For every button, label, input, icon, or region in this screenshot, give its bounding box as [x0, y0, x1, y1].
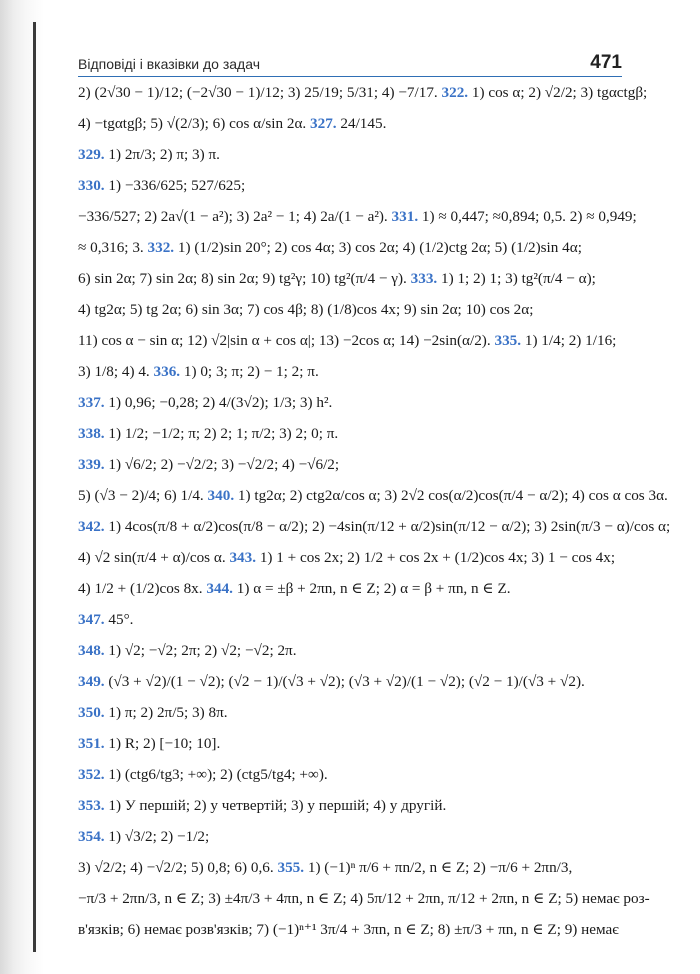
- answer-line: в'язків; 6) немає розв'язків; 7) (−1)ⁿ⁺¹ 3π/4 + 3πn, n ∈ Z; 8) ±π/3 + πn, n ∈ Z; 9) немає: [78, 921, 619, 938]
- answer-line: 4) 1/2 + (1/2)cos 8x. 344. 1) α = ±β + 2πn, n ∈ Z; 2) α = β + πn, n ∈ Z.: [78, 580, 511, 597]
- answer-line: 337. 1) 0,96; −0,28; 2) 4/(3√2); 1/3; 3) h².: [78, 394, 333, 411]
- answer-line: 342. 1) 4cos(π/8 + α/2)cos(π/8 − α/2); 2) −4sin(π/12 + α/2)sin(π/12 − α/2); 3) 2sin(π/3 − α)/cos α;: [78, 518, 671, 535]
- problem-number: 354.: [78, 828, 105, 845]
- answer-line: 3) √2/2; 4) −√2/2; 5) 0,8; 6) 0,6. 355. 1) (−1)ⁿ π/6 + πn/2, n ∈ Z; 2) −π/6 + 2πn/3,: [78, 859, 573, 876]
- answer-line: 330. 1) −336/625; 527/625;: [78, 177, 246, 194]
- answer-line: 11) cos α − sin α; 12) √2|sin α + cos α|; 13) −2cos α; 14) −2sin(α/2). 335. 1) 1/4; 2) 1/16;: [78, 332, 617, 349]
- answer-line: 3) 1/8; 4) 4. 336. 1) 0; 3; π; 2) − 1; 2; π.: [78, 363, 319, 380]
- problem-number: 347.: [78, 611, 105, 628]
- answer-line: 4) tg2α; 5) tg 2α; 6) sin 3α; 7) cos 4β; 8) (1/8)cos 4x; 9) sin 2α; 10) cos 2α;: [78, 301, 534, 318]
- running-header: [78, 52, 622, 77]
- problem-number: 350.: [78, 704, 105, 721]
- answer-line: 338. 1) 1/2; −1/2; π; 2) 2; 1; π/2; 3) 2; 0; π.: [78, 425, 339, 442]
- answer-line: 339. 1) √6/2; 2) −√2/2; 3) −√2/2; 4) −√6/2;: [78, 456, 340, 473]
- problem-number: 327.: [310, 115, 337, 132]
- answer-line: −336/527; 2) 2a√(1 − a²); 3) 2a² − 1; 4) 2a/(1 − a²). 331. 1) ≈ 0,447; ≈0,894; 0,5. 2) ≈ 0,949;: [78, 208, 637, 225]
- problem-number: 352.: [78, 766, 105, 783]
- answer-line: 350. 1) π; 2) 2π/5; 3) 8π.: [78, 704, 228, 721]
- header-title: Відповіді і вказівки до задач: [78, 56, 260, 72]
- answer-line: 349. (√3 + √2)/(1 − √2); (√2 − 1)/(√3 + √2); (√3 + √2)/(1 − √2); (√2 − 1)/(√3 + √2).: [78, 673, 585, 690]
- page-binding-edge: [33, 22, 36, 952]
- problem-number: 332.: [147, 239, 175, 256]
- problem-number: 351.: [78, 735, 105, 752]
- problem-number: 340.: [207, 487, 235, 504]
- answer-line: ≈ 0,316; 3. 332. 1) (1/2)sin 20°; 2) cos 4α; 3) cos 2α; 4) (1/2)ctg 2α; 5) (1/2)sin 4α;: [78, 239, 582, 256]
- answer-line: 352. 1) (ctg6/tg3; +∞); 2) (ctg5/tg4; +∞).: [78, 766, 328, 783]
- problem-number: 348.: [78, 642, 105, 659]
- answer-line: 2) (2√30 − 1)/12; (−2√30 − 1)/12; 3) 25/19; 5/31; 4) −7/17. 322. 1) cos α; 2) √2/2; 3) tgαctgβ;: [78, 84, 648, 101]
- answer-line: 6) sin 2α; 7) sin 2α; 8) sin 2α; 9) tg²γ; 10) tg²(π/4 − γ). 333. 1) 1; 2) 1; 3) tg²(π/4 − α);: [78, 270, 596, 287]
- answer-line: 353. 1) У першій; 2) у четвертій; 3) у першій; 4) у другій.: [78, 797, 447, 814]
- problem-number: 342.: [78, 518, 105, 535]
- problem-number: 336.: [153, 363, 181, 380]
- problem-number: 331.: [391, 208, 419, 225]
- answer-line: 5) (√3 − 2)/4; 6) 1/4. 340. 1) tg2α; 2) ctg2α/cos α; 3) 2√2 cos(α/2)cos(π/4 − α/2); 4) cos α cos 3α.: [78, 487, 668, 504]
- problem-number: 322.: [441, 84, 469, 101]
- answer-line: 348. 1) √2; −√2; 2π; 2) √2; −√2; 2π.: [78, 642, 297, 659]
- problem-number: 338.: [78, 425, 105, 442]
- answer-line: 4) √2 sin(π/4 + α)/cos α. 343. 1) 1 + cos 2x; 2) 1/2 + cos 2x + (1/2)cos 4x; 3) 1 − cos 4x;: [78, 549, 616, 566]
- answer-line: 329. 1) 2π/3; 2) π; 3) π.: [78, 146, 220, 163]
- problem-number: 355.: [277, 859, 305, 876]
- problem-number: 339.: [78, 456, 105, 473]
- page-number: 471: [590, 52, 622, 73]
- answer-line: 354. 1) √3/2; 2) −1/2;: [78, 828, 210, 845]
- problem-number: 329.: [78, 146, 105, 163]
- answers-text: [78, 84, 671, 962]
- answer-line: 4) −tgαtgβ; 5) √(2/3); 6) cos α/sin 2α. 327. 24/145.: [78, 115, 387, 132]
- problem-number: 330.: [78, 177, 105, 194]
- problem-number: 337.: [78, 394, 105, 411]
- problem-number: 335.: [494, 332, 522, 349]
- answer-line: −π/3 + 2πn/3, n ∈ Z; 3) ±4π/3 + 4πn, n ∈ Z; 4) 5π/12 + 2πn, π/12 + 2πn, n ∈ Z; 5) немає роз-: [78, 890, 650, 907]
- problem-number: 349.: [78, 673, 105, 690]
- problem-number: 344.: [206, 580, 233, 597]
- problem-number: 343.: [229, 549, 257, 566]
- page-binding-shadow: [0, 0, 44, 974]
- answer-line: 347. 45°.: [78, 611, 134, 628]
- answer-line: 351. 1) R; 2) [−10; 10].: [78, 735, 221, 752]
- problem-number: 333.: [410, 270, 438, 287]
- problem-number: 353.: [78, 797, 105, 814]
